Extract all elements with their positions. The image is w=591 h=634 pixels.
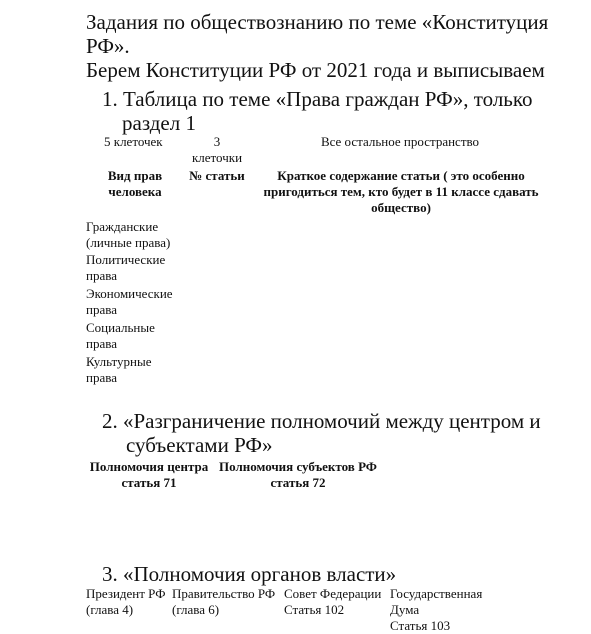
section-2-number: 2. bbox=[102, 409, 118, 433]
heading-line-1: Задания по обществознанию по теме «Конституция bbox=[86, 10, 549, 34]
table1-header-summary: Краткое содержание статьи ( это особенно пригодиться тем, кто будет в 11 классе сдавать общество) bbox=[263, 168, 539, 215]
table1-row-civil: Гражданские (личные права) bbox=[86, 219, 171, 250]
table1-row-economic: Экономические права bbox=[86, 286, 173, 317]
table2-header-subject-powers: Полномочия субъектов РФ статья 72 bbox=[219, 459, 377, 490]
table1-row-cultural: Культурные права bbox=[86, 354, 152, 385]
section-1-title bbox=[102, 87, 582, 135]
table1-row-political: Политические права bbox=[86, 252, 166, 283]
table3-header-federation-council: Совет Федерации Статья 102 bbox=[284, 586, 382, 617]
table1-header-rights-type: Вид прав человека bbox=[107, 168, 163, 199]
col3-width-note: Все остальное пространство bbox=[320, 134, 480, 149]
section-1-title-line-1: Таблица по теме «Права граждан РФ», только bbox=[123, 87, 533, 111]
table1-row-social: Социальные права bbox=[86, 320, 155, 351]
col2-width-note: 3 клеточки bbox=[191, 134, 243, 165]
table3-header-government: Правительство РФ (глава 6) bbox=[172, 586, 276, 617]
col1-width-note: 5 клеточек bbox=[104, 134, 163, 149]
section-2-title-line-1: «Разграничение полномочий между центром и bbox=[123, 409, 541, 433]
section-3-title bbox=[102, 562, 396, 586]
table3-header-state-duma: Государственная Дума Статья 103 bbox=[390, 586, 483, 633]
section-3-title-text: «Полномочия органов власти» bbox=[123, 562, 397, 586]
section-1-number: 1. bbox=[102, 87, 118, 111]
table3-header-president: Президент РФ (глава 4) bbox=[86, 586, 166, 617]
heading-line-2: РФ». bbox=[86, 34, 130, 58]
section-3-number: 3. bbox=[102, 562, 118, 586]
table1-header-article-number: № статьи bbox=[189, 168, 245, 183]
heading-line-3: Берем Конституции РФ от 2021 года и выписываем bbox=[86, 58, 545, 82]
section-1-title-line-2: раздел 1 bbox=[122, 111, 196, 135]
doc-heading bbox=[86, 10, 548, 82]
section-2-title bbox=[102, 409, 582, 457]
table2-header-center-powers: Полномочия центра статья 71 bbox=[89, 459, 209, 490]
section-2-title-line-2: субъектами РФ» bbox=[126, 433, 273, 457]
